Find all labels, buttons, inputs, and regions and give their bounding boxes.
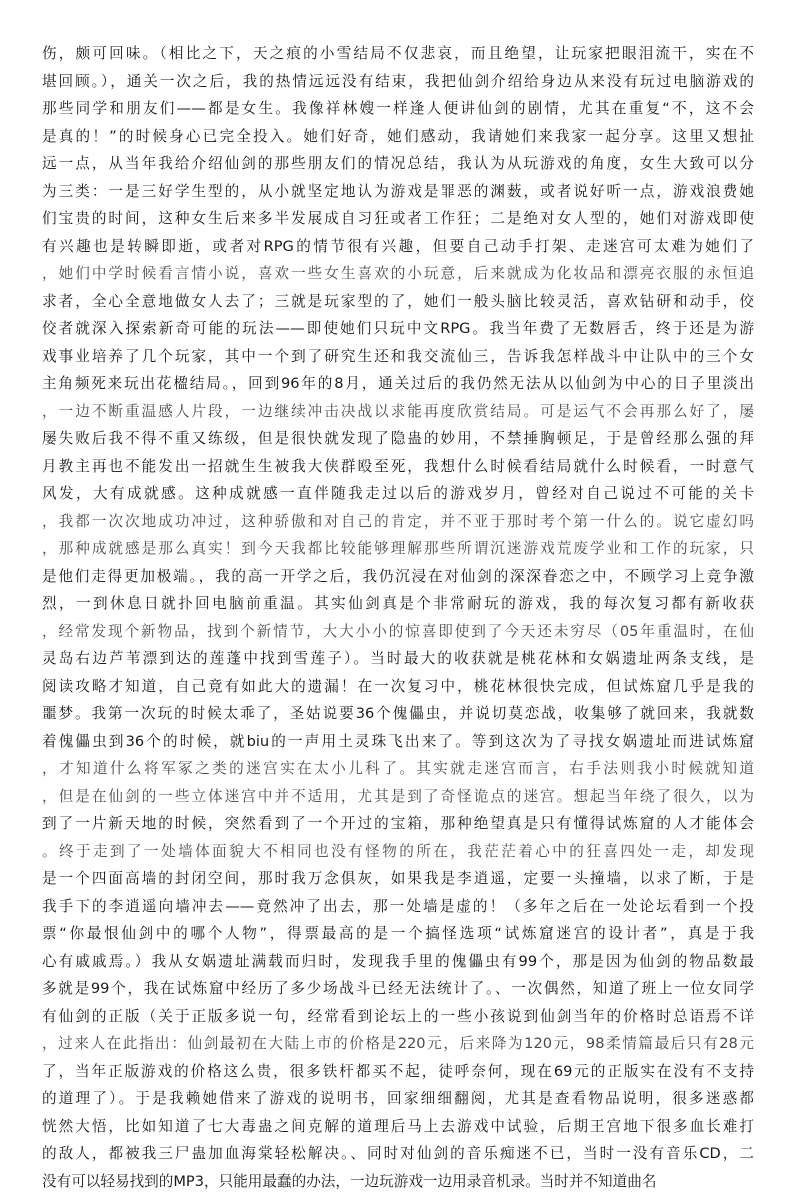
text-line: 我手下的李逍遥向墙冲去——竟然冲了出去，那一处墙是虚的！（多年之后在一处论坛看到一个投 bbox=[42, 893, 754, 921]
text-line: 佼者就深入探索新奇可能的玩法——即使她们只玩中文RPG。我当年费了无数唇舌，终于还是为游 bbox=[42, 315, 754, 343]
text-line: 们宝贵的时间，这种女生后来多半发展成自习狂或者工作狂；二是绝对女人型的，她们对游戏即使 bbox=[42, 205, 754, 233]
text-line: 了，当年正版游戏的价格这么贵，很多铁杆都买不起，徒呼奈何，现在69元的正版实在没有不支持 bbox=[42, 1058, 754, 1086]
text-line: 堪回顾。），通关一次之后，我的热情远远没有结束，我把仙剑介绍给身边从来没有玩过电脑游戏的 bbox=[42, 68, 754, 96]
text-line: 烈，一到休息日就扑回电脑前重温。其实仙剑真是个非常耐玩的游戏，我的每次复习都有新收获 bbox=[42, 590, 754, 618]
text-line: 伤，颇可回味。（相比之下，天之痕的小雪结局不仅悲哀，而且绝望，让玩家把眼泪流干，实在不 bbox=[42, 40, 754, 68]
text-line: ，我都一次次地成功冲过，这种骄傲和对自己的肯定，并不亚于那时考个第一什么的。说它虚幻吗 bbox=[42, 508, 754, 536]
text-line: 是一个四面高墙的封闭空间，那时我万念俱灰，如果我是李逍遥，定要一头撞墙，以求了断，于是 bbox=[42, 865, 754, 893]
text-line: 有兴趣也是转瞬即逝，或者对RPG的情节很有兴趣，但要自己动手打架、走迷宫可太难为她们了 bbox=[42, 233, 754, 261]
text-line: 主角频死来玩出花楹结局。，回到96年的8月，通关过后的我仍然无法从以仙剑为中心的日子里淡出 bbox=[42, 370, 754, 398]
text-line: 戏事业培养了几个玩家，其中一个到了研究生还和我交流仙三，告诉我怎样战斗中让队中的三个女 bbox=[42, 343, 754, 371]
text-line: 有仙剑的正版（关于正版多说一句，经常看到论坛上的一些小孩说到仙剑当年的价格时总语焉不详 bbox=[42, 1003, 754, 1031]
text-line: 票“你最恨仙剑中的哪个人物”，得票最高的是一个搞怪选项“试炼窟迷宫的设计者”，真是于我 bbox=[42, 920, 754, 948]
text-line: 是他们走得更加极端。，我的高一开学之后，我仍沉浸在对仙剑的深深眷恋之中，不顾学习上竞争激 bbox=[42, 563, 754, 591]
text-line: 屡失败后我不得不重又练级，但是很快就发现了隐蛊的妙用，不禁捶胸顿足，于是曾经那么强的拜 bbox=[42, 425, 754, 453]
text-line: 远一点，从当年我给介绍仙剑的那些朋友们的情况总结，我认为从玩游戏的角度，女生大致可以分 bbox=[42, 150, 754, 178]
text-line: 灵岛右边芦苇漂到达的莲蓬中找到雪莲子）。当时最大的收获就是桃花林和女娲遗址两条支线，是 bbox=[42, 645, 754, 673]
text-line: 月教主再也不能发出一招就生生被我大侠群殴至死，我想什么时候看结局就什么时候看，一时意气 bbox=[42, 453, 754, 481]
text-line: ，但是在仙剑的一些立体迷宫中并不适用，尤其是到了奇怪诡点的迷宫。想起当年绕了很久，以为 bbox=[42, 783, 754, 811]
text-line: 多就是99个，我在试炼窟中经历了多少场战斗已经无法统计了。、一次偶然，知道了班上一位女同学 bbox=[42, 975, 754, 1003]
text-line: 是真的！”的时候身心已完全投入。她们好奇，她们感动，我请她们来我家一起分享。这里又想扯 bbox=[42, 123, 754, 151]
document-page bbox=[42, 40, 754, 1100]
text-line: ，过来人在此指出：仙剑最初在大陆上市的价格是220元，后来降为120元，98柔情篇最后只有28元 bbox=[42, 1030, 754, 1058]
text-line: 阅读攻略才知道，自己竟有如此大的遗漏！在一次复习中，桃花林很快完成，但试炼窟几乎是我的 bbox=[42, 673, 754, 701]
text-line: 着傀儡虫到36个的时候，就biu的一声用土灵珠飞出来了。等到这次为了寻找女娲遗址而进试炼窟 bbox=[42, 728, 754, 756]
text-line: ，那种成就感是那么真实！到今天我都比较能够理解那些所谓沉迷游戏荒废学业和工作的玩家，只 bbox=[42, 535, 754, 563]
text-line: 风发，大有成就感。这种成就感一直伴随我走过以后的游戏岁月，曾经对自己说过不可能的关卡 bbox=[42, 480, 754, 508]
text-line: 到了一片新天地的时候，突然看到了一个开过的宝箱，那种绝望真是只有懂得试炼窟的人才能体会 bbox=[42, 810, 754, 838]
text-line: 恍然大悟，比如知道了七大毒蛊之间克解的道理后马上去游戏中试验，后期王宫地下很多血长难打 bbox=[42, 1113, 754, 1141]
text-line: ，她们中学时候看言情小说，喜欢一些女生喜欢的小玩意，后来就成为化妆品和漂亮衣服的永恒追 bbox=[42, 260, 754, 288]
text-line: 噩梦。我第一次玩的时候太乖了，圣姑说要36个傀儡虫，并说切莫恋战，收集够了就回来，我就数 bbox=[42, 700, 754, 728]
text-line: 的敌人，都被我三尸蛊加血海棠轻松解决。、同时对仙剑的音乐痴迷不已，当时一没有音乐CD，二 bbox=[42, 1140, 754, 1168]
text-line: ，一边不断重温感人片段，一边继续冲击决战以求能再度欣赏结局。可是运气不会再那么好了，屡 bbox=[42, 398, 754, 426]
text-line: ，经常发现个新物品，找到个新情节，大大小小的惊喜即使到了今天还未穷尽（05年重温时，在仙 bbox=[42, 618, 754, 646]
text-line: 求者，全心全意地做女人去了；三就是玩家型的了，她们一般头脑比较灵活，喜欢钻研和动手，佼 bbox=[42, 288, 754, 316]
text-line: 。终于走到了一处墙体面貌大不相同也没有怪物的所在，我茫茫着心中的狂喜四处一走，却发现 bbox=[42, 838, 754, 866]
text-line: 的道理了）。于是我赖她借来了游戏的说明书，回家细细翻阅，尤其是查看物品说明，很多迷惑都 bbox=[42, 1085, 754, 1113]
text-line: 没有可以轻易找到的MP3，只能用最蠢的办法，一边玩游戏一边用录音机录。当时并不知道曲名 bbox=[42, 1168, 754, 1195]
text-line: 那些同学和朋友们——都是女生。我像祥林嫂一样逢人便讲仙剑的剧情，尤其在重复“不，这不会 bbox=[42, 95, 754, 123]
text-line: 为三类：一是三好学生型的，从小就坚定地认为游戏是罪恶的渊薮，或者说好听一点，游戏浪费她 bbox=[42, 178, 754, 206]
text-line: 心有戚戚焉。）我从女娲遗址满载而归时，发现我手里的傀儡虫有99个，那是因为仙剑的物品数最 bbox=[42, 948, 754, 976]
text-line: ，才知道什么将军冢之类的迷宫实在太小儿科了。其实就走迷宫而言，右手法则我小时候就知道 bbox=[42, 755, 754, 783]
